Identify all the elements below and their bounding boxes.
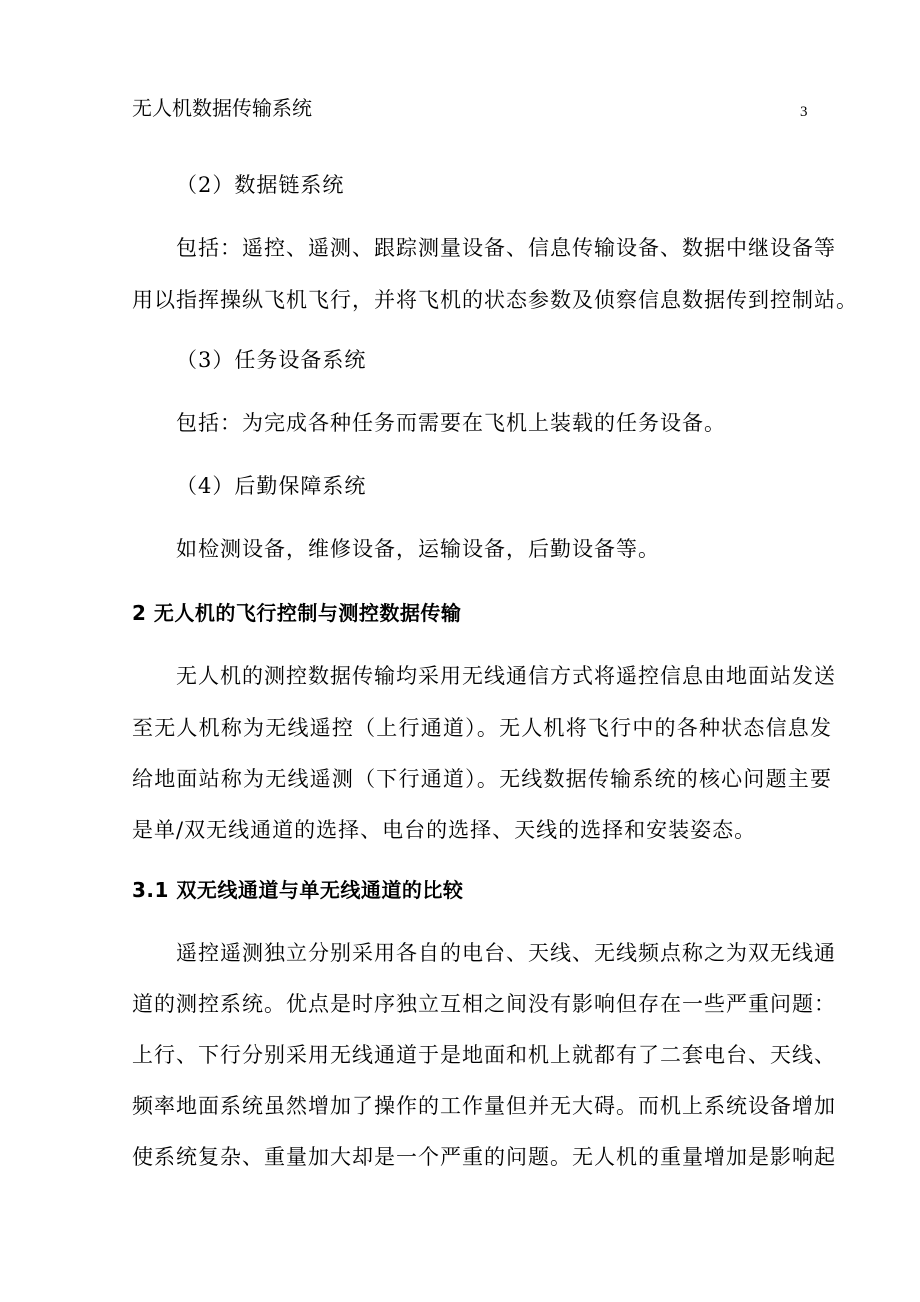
paragraph-line: 如检测设备，维修设备，运输设备，后勤设备等。 [176, 537, 660, 561]
running-header-title: 无人机数据传输系统 [132, 96, 312, 120]
paragraph-line: 给地面站称为无线遥测（下行通道）。无线数据传输系统的核心问题主要 [132, 767, 832, 791]
section-heading: 3.1 双无线通道与单无线通道的比较 [132, 878, 464, 902]
subsection-heading-3: （3）任务设备系统 [176, 348, 367, 372]
paragraph-line: 包括：遥控、遥测、跟踪测量设备、信息传输设备、数据中继设备等 [176, 236, 836, 260]
paragraph-line: 使系统复杂、重量加大却是一个严重的问题。无人机的重量增加是影响起 [132, 1145, 836, 1169]
paragraph-line: 至无人机称为无线遥控（上行通道）。无人机将飞行中的各种状态信息发 [132, 716, 832, 740]
page-number: 3 [800, 104, 808, 120]
paragraph-line: 频率地面系统虽然增加了操作的工作量但并无大碍。而机上系统设备增加 [132, 1094, 836, 1118]
paragraph-line: 道的测控系统。优点是时序独立互相之间没有影响但存在一些严重问题： [132, 992, 836, 1016]
paragraph-line: 是单/双无线通道的选择、电台的选择、天线的选择和安装姿态。 [132, 818, 757, 842]
subsection-heading-2: （2）数据链系统 [176, 173, 345, 197]
paragraph-line: 遥控遥测独立分别采用各自的电台、天线、无线频点称之为双无线通 [176, 941, 836, 965]
chapter-heading: 2 无人机的飞行控制与测控数据传输 [132, 601, 462, 625]
paragraph-line: 包括：为完成各种任务而需要在飞机上装载的任务设备。 [176, 411, 726, 435]
subsection-heading-4: （4）后勤保障系统 [176, 474, 367, 498]
paragraph-line: 上行、下行分别采用无线通道于是地面和机上就都有了二套电台、天线、 [132, 1043, 836, 1067]
paragraph-line: 无人机的测控数据传输均采用无线通信方式将遥控信息由地面站发送 [176, 664, 836, 688]
paragraph-line: 用以指挥操纵飞机飞行，并将飞机的状态参数及侦察信息数据传到控制站。 [132, 288, 858, 312]
